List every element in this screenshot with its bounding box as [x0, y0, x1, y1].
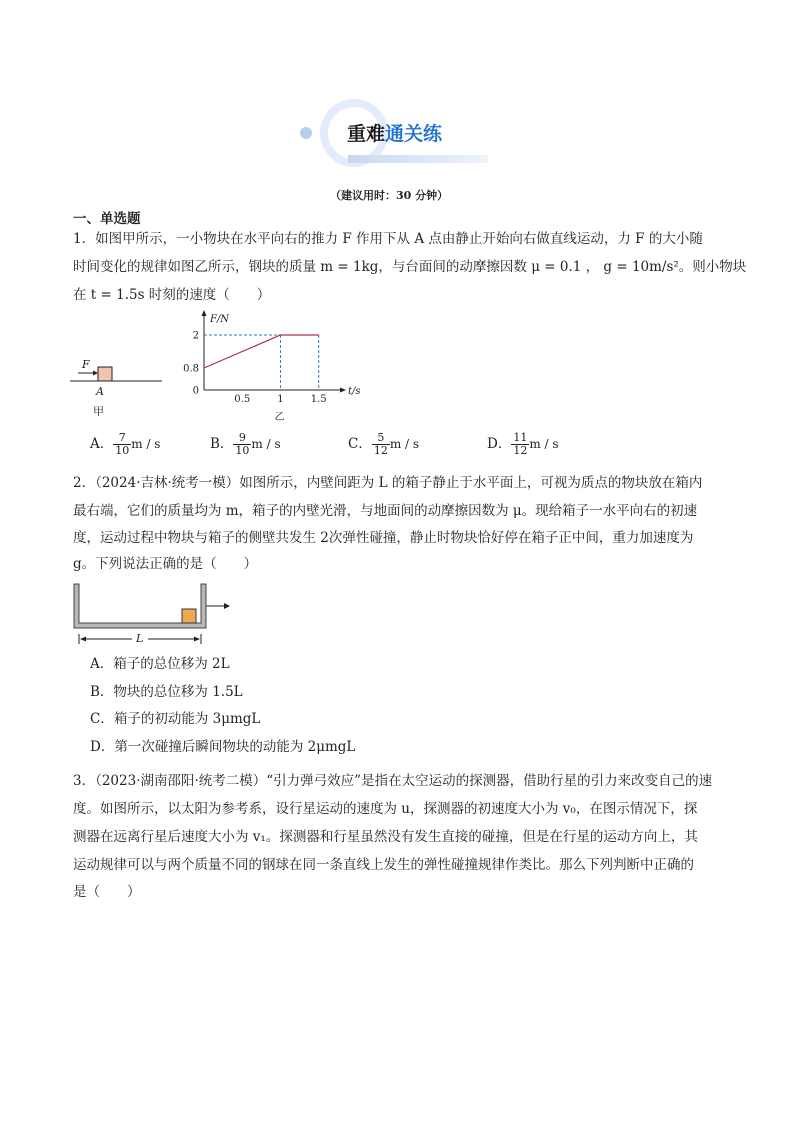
q2-option-a[interactable]: A．箱子的总位移为 2L	[90, 656, 230, 672]
q1-line1: 1．如图甲所示，一小物块在水平向右的推力 F 作用下从 A 点由静止开始向右做直线运动，力 F 的大小随	[73, 231, 703, 247]
x-tick-label: 0.5	[234, 394, 251, 405]
q1-option-c[interactable]: C． $\frac{5}{12}$ m / s	[348, 431, 420, 457]
q2-line3: 度，运动过程中物块与箱子的侧壁共发生 2次弹性碰撞，静止时物块恰好停在箱子正中间，重力加速度为	[73, 530, 694, 546]
origin-label: 0	[192, 385, 199, 397]
title-part1: 重难	[347, 123, 386, 145]
x-axis-arrow	[340, 388, 346, 393]
q1-option-a-fraction: $\frac{7}{10}$	[115, 431, 130, 457]
title-part2: 通关练	[385, 123, 443, 145]
q3-line5: 是（ ）	[73, 884, 141, 900]
q2-option-d[interactable]: D．第一次碰撞后瞬间物块的动能为 2μmgL	[90, 739, 356, 755]
suggest-time: （建议用时：30 分钟）	[330, 189, 449, 202]
q1-option-d-fraction: $\frac{11}{12}$	[513, 431, 528, 457]
q1-line3: 在 t = 1.5s 时刻的速度（ ）	[73, 287, 271, 303]
point-label: A	[96, 385, 104, 398]
q2-line2: 最右端，它们的质量均为 m，箱子的内壁光滑，与地面间的动摩擦因数为 μ。现给箱子一水平向右的初速	[73, 503, 698, 519]
q2-option-b[interactable]: B．物块的总位移为 1.5L	[90, 684, 243, 700]
figure-box	[70, 582, 240, 652]
q1-option-b-fraction: $\frac{9}{10}$	[235, 431, 250, 457]
q2-option-c[interactable]: C．箱子的初动能为 3μmgL	[90, 711, 261, 727]
figure-box-drawing	[70, 582, 240, 652]
y-axis-arrow	[202, 310, 207, 316]
q1-line2: 时间变化的规律如图乙所示，钢块的质量 m = 1kg，与台面间的动摩擦因数 μ = 0.1 ， g = 10m/s²。则小物块	[73, 259, 747, 275]
caption-jia: 甲	[93, 405, 104, 418]
force-label: F	[82, 358, 90, 371]
q3-line1: 3．（2023·湖南邵阳·统考二模）“引力弹弓效应”是指在太空运动的探测器，借助行星的引力来改变自己的速	[73, 773, 713, 789]
q1-option-c-fraction: $\frac{5}{12}$	[373, 431, 388, 457]
q1-option-a[interactable]: A． $\frac{7}{10}$ m / s	[90, 431, 161, 457]
series-line	[204, 335, 319, 368]
q2-line4: g。下列说法正确的是（ ）	[73, 556, 258, 572]
y-tick-label: 0.8	[183, 363, 199, 375]
x-axis-label: t/s	[348, 386, 360, 397]
x-tick-label: 1.5	[310, 394, 327, 405]
chart-yi	[180, 310, 360, 425]
y-tick-label: 2	[192, 330, 199, 342]
q3-line4: 运动规律可以与两个质量不同的钢球在同一条直线上发生的弹性碰撞规律作类比。那么下列判断中正确的	[73, 857, 694, 873]
x-tick-label: 1	[277, 394, 284, 405]
chart-caption: 乙	[274, 412, 285, 423]
section-title: 一、单选题	[73, 211, 141, 227]
y-axis-label: F/N	[210, 314, 230, 325]
q3-line3: 测器在远离行星后速度大小为 v₁。探测器和行星虽然没有发生直接的碰撞，但是在行星的运动方向上，其	[73, 829, 698, 845]
q1-option-b[interactable]: B． $\frac{9}{10}$ m / s	[210, 431, 281, 457]
box-length-label: L	[136, 632, 144, 645]
q2-line1: 2．（2024·吉林·统考一模）如图所示，内壁间距为 L 的箱子静止于水平面上，可视为质点的物块放在箱内	[73, 475, 703, 491]
q1-option-d[interactable]: D． $\frac{11}{12}$ m / s	[487, 431, 559, 457]
chart-svg	[180, 310, 360, 425]
box-block	[182, 609, 196, 623]
block	[98, 367, 112, 381]
q3-line2: 度。如图所示，以太阳为参考系，设行星运动的速度为 u，探测器的初速度大小为 v₀，在图示情况下，探	[73, 801, 698, 817]
page-title	[347, 121, 442, 147]
